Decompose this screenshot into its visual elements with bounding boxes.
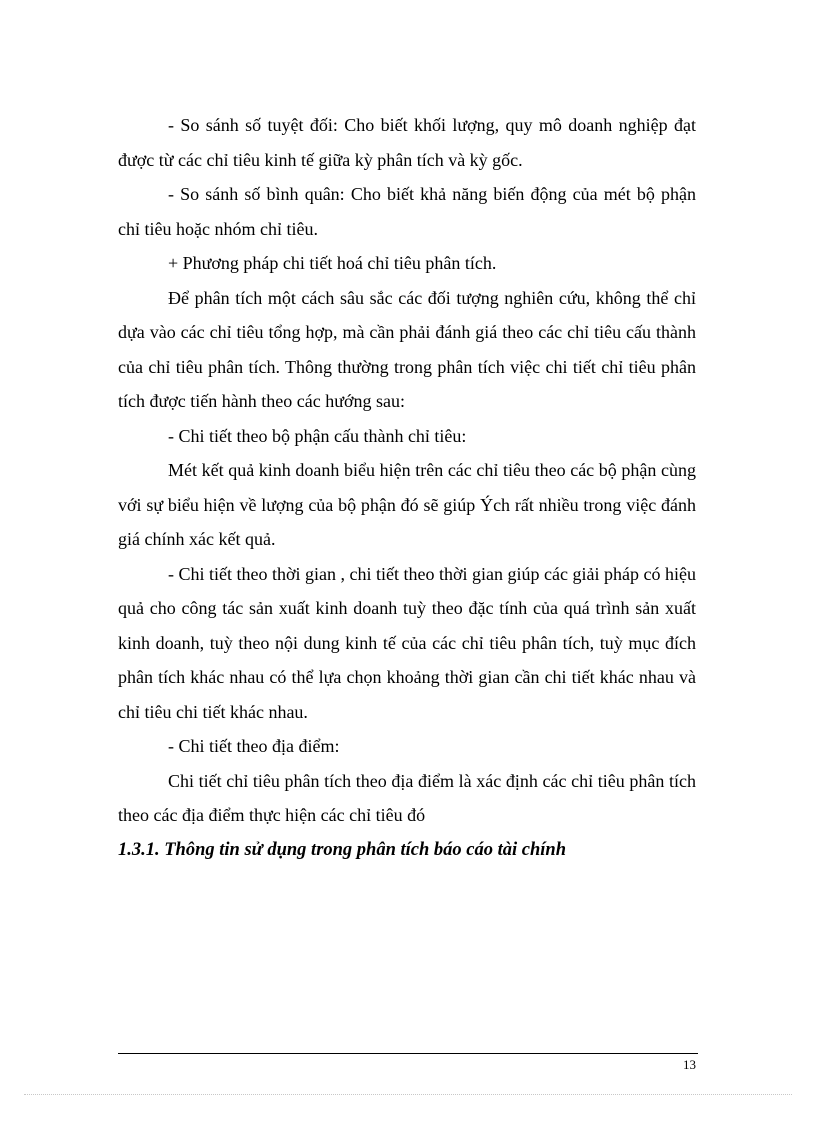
- page-bottom-border: [24, 1094, 792, 1095]
- paragraph-location-definition: Chi tiết chỉ tiêu phân tích theo địa điểm là xác định các chỉ tiêu phân tích theo các địa điểm thực hiện các chỉ tiêu đó: [118, 770, 696, 825]
- paragraph-component-result: Mét kết quả kinh doanh biểu hiện trên các chỉ tiêu theo các bộ phận cùng với sự biểu hiện về lượng của bộ phận đó sẽ giúp Ých rất nhiều trong việc đánh giá chính xác kết quả.: [118, 460, 696, 549]
- paragraph-detail-by-component: - Chi tiết theo bộ phận cấu thành chỉ tiêu:: [168, 425, 467, 446]
- section-heading: 1.3.1. Thông tin sử dụng trong phân tích báo cáo tài chính: [118, 839, 567, 860]
- body-text: [118, 108, 696, 867]
- paragraph-detail-method: + Phương pháp chi tiết hoá chỉ tiêu phân tích.: [168, 253, 497, 273]
- page-number: 13: [683, 1057, 696, 1072]
- footer-divider: [118, 1053, 698, 1054]
- paragraph-detail-by-location: - Chi tiết theo địa điểm:: [168, 736, 340, 756]
- paragraph-absolute-comparison: - So sánh số tuyệt đối: Cho biết khối lượng, quy mô doanh nghiệp đạt được từ các chỉ tiêu kinh tế giữa kỳ phân tích và kỳ gốc.: [118, 115, 696, 170]
- paragraph-detail-by-time: - Chi tiết theo thời gian , chi tiết theo thời gian giúp các giải pháp có hiệu quả cho công tác sản xuất kinh doanh tuỳ theo đặc tính của quá trình sản xuất kinh doanh, tuỳ theo nội dung kinh tế của các chỉ tiêu phân tích, tuỳ mục đích phân tích khác nhau có thể lựa chọn khoảng thời gian cần chi tiết khác nhau và chỉ tiêu chi tiết khác nhau.: [118, 563, 696, 722]
- paragraph-in-depth-analysis: Để phân tích một cách sâu sắc các đối tượng nghiên cứu, không thể chỉ dựa vào các chỉ tiêu tổng hợp, mà cần phải đánh giá theo các chỉ tiêu cấu thành của chỉ tiêu phân tích. Thông thường trong phân tích việc chi tiết chỉ tiêu phân tích được tiến hành theo các hướng sau:: [118, 287, 696, 411]
- paragraph-average-comparison: - So sánh số bình quân: Cho biết khả năng biến động của mét bộ phận chỉ tiêu hoặc nhóm chỉ tiêu.: [118, 184, 696, 239]
